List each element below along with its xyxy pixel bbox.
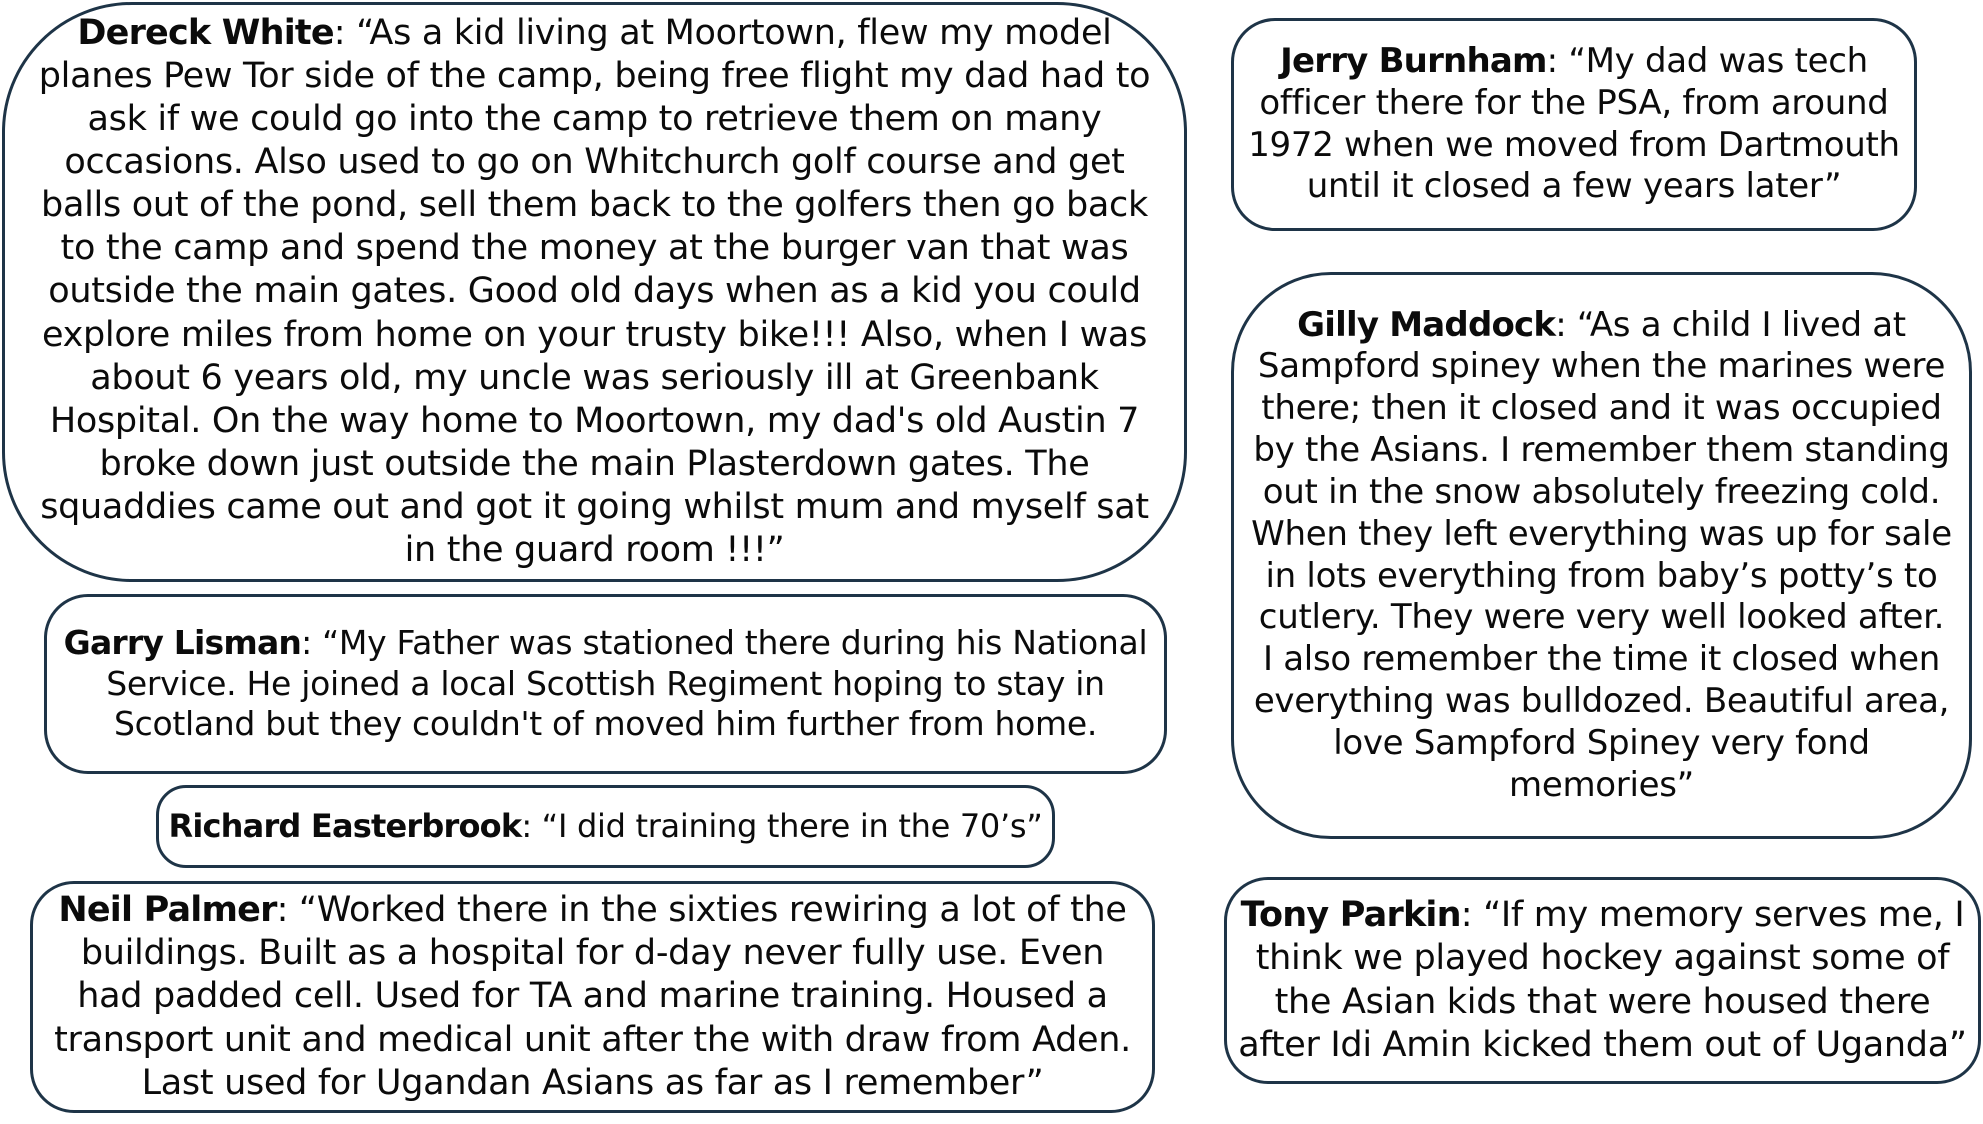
testimonial-author: Neil Palmer <box>58 890 277 931</box>
testimonial-card-tony-parkin <box>1224 877 1981 1084</box>
testimonial-text <box>1249 305 1954 807</box>
testimonial-card-neil-palmer <box>30 881 1155 1113</box>
testimonial-author: Richard Easterbrook <box>168 806 522 845</box>
testimonial-quote: “My Father was stationed there during his National Service. He joined a local Scottish Regiment hoping to stay in Scotland but they couldn't of moved him further from home. <box>106 623 1148 744</box>
testimonial-text <box>169 807 1043 846</box>
testimonial-card-jerry-burnham <box>1231 18 1917 231</box>
testimonial-card-dereck-white <box>2 2 1187 582</box>
testimonial-quote: “As a kid living at Moortown, flew my model planes Pew Tor side of the camp, being free flight my dad had to ask if we could go into the camp to retrieve them on many occasions. Also used to go on Whitchurch golf course and get balls out of the pond, sell them back to the golfers then go back to the camp and spend the money at the burger van that was outside the main gates. Good old days when as a kid you could explore miles from home on your trusty bike!!! Also, when I was about 6 years old, my uncle was seriously ill at Greenbank Hospital. On the way home to Moortown, my dad's old Austin 7 broke down just outside the main Plasterdown gates. The squaddies came out and got it going whilst mum and myself sat in the guard room !!!” <box>38 13 1151 570</box>
testimonial-card-gilly-maddock <box>1231 272 1972 839</box>
testimonial-text <box>31 12 1159 572</box>
testimonial-quote: “As a child I lived at Sampford spiney when the marines were there; then it closed and it was occupied by the Asians. I remember them standing out in the snow absolutely freezing cold. When they left everything was up for sale in lots everything from baby’s potty’s to cutlery. They were very well looked after. I also remember the time it closed when everything was bulldozed. Beautiful area, love Sampford Spiney very fond memories” <box>1251 304 1952 805</box>
testimonial-separator: : <box>1546 40 1569 81</box>
testimonial-separator: : <box>1460 895 1484 936</box>
testimonial-author: Dereck White <box>77 13 334 54</box>
testimonial-author: Gilly Maddock <box>1297 304 1556 345</box>
testimonial-separator: : <box>1555 304 1577 345</box>
testimonial-text <box>57 623 1154 745</box>
testimonial-card-garry-lisman <box>44 594 1167 774</box>
testimonial-quote: “My dad was tech officer there for the PSA, from around 1972 when we moved from Dartmouth until it closed a few years later” <box>1248 40 1900 207</box>
testimonial-author: Jerry Burnham <box>1280 40 1547 81</box>
testimonial-separator: : <box>521 806 542 845</box>
testimonial-separator: : <box>301 623 323 663</box>
testimonial-author: Garry Lisman <box>63 623 302 663</box>
testimonial-author: Tony Parkin <box>1240 895 1461 936</box>
testimonial-quote: “If my memory serves me, I think we played hockey against some of the Asian kids that were housed there after Idi Amin kicked them out of Uganda” <box>1238 895 1967 1065</box>
testimonial-quote: “I did training there in the 70’s” <box>541 806 1043 845</box>
testimonial-separator: : <box>276 890 299 931</box>
testimonial-text <box>1244 41 1904 208</box>
testimonial-card-richard-easterbrook <box>156 785 1055 868</box>
testimonial-separator: : <box>333 13 357 54</box>
testimonial-quote: “Worked there in the sixties rewiring a lot of the buildings. Built as a hospital for d-day never fully use. Even had padded cell. Used for TA and marine training. Housed a transport unit and medical unit after the with draw from Aden. Last used for Ugandan Asians as far as I remember” <box>54 890 1131 1103</box>
testimonial-text <box>53 889 1133 1104</box>
testimonial-text <box>1237 894 1968 1066</box>
